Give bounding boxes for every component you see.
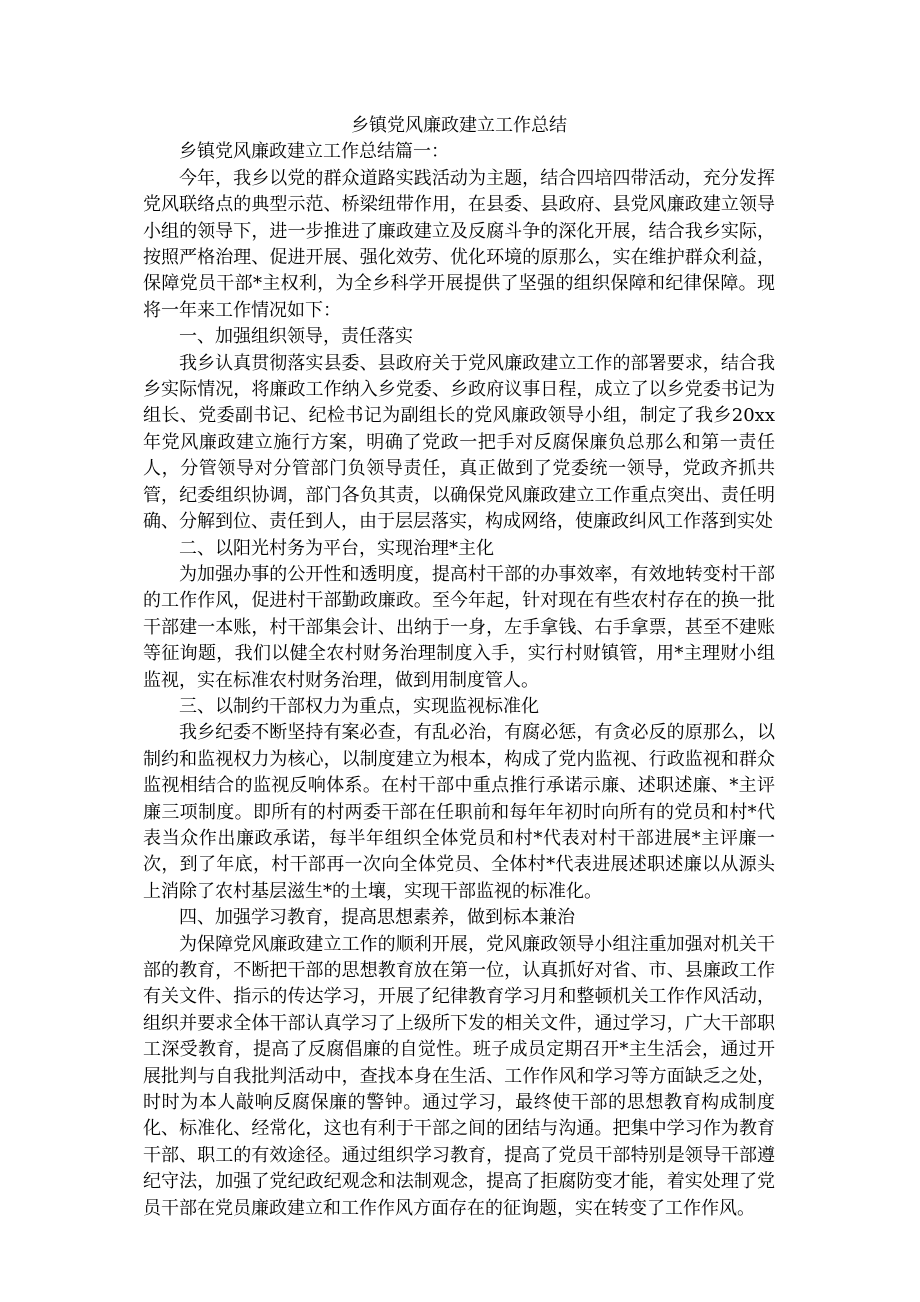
section-body-1: 我乡认真贯彻落实县委、县政府关于党风廉政建立工作的部署要求，结合我乡实际情况，将廉政工作纳入乡党委、乡政府议事日程，成立了以乡党委书记为组长、党委副书记、纪检书记为副组长的党风廉政领导小组，制定了我乡20xx年党风廉政建立施行方案，明确了党政一把手对反腐保廉负总那么和第一责任人，分管领导对分管部门负领导责任，真正做到了党委统一领导，党政齐抓共管，纪委组织协调，部门各负其责，以确保党风廉政建立工作重点突出、责任明确、分解到位、责任到人，由于层层落实，构成网络，使廉政纠风工作落到实处 — [143, 352, 775, 533]
section-heading-2: 二、以阳光村务为平台，实现治理*主化 — [179, 537, 494, 559]
section-body-3: 我乡纪委不断坚持有案必查，有乱必治，有腐必惩，有贪必反的原那么，以制约和监视权力为核心，以制度建立为根本，构成了党内监视、行政监视和群众监视相结合的监视反响体系。在村干部中重点推行承诺示廉、述职述廉、*主评廉三项制度。即所有的村两委干部在任职前和每年年初时向所有的党员和村*代表当众作出廉政承诺，每半年组织全体党员和村*代表对村干部进展*主评廉一次，到了年底，村干部再一次向全体党员、全体村*代表进展述职述廉以从源头上消除了农村基层滋生*的土壤，实现干部监视的标准化。 — [143, 722, 775, 902]
document-page — [143, 113, 775, 1222]
section-body-2: 为加强办事的公开性和透明度，提高村干部的办事效率，有效地转变村干部的工作作风，促进村干部勤政廉政。至今年起，针对现在有些农村存在的换一批干部建一本账，村干部集会计、出纳于一身，左手拿钱、右手拿票，甚至不建账等征询题，我们以健全农村财务治理制度入手，实行村财镇管，用*主理财小组监视，实在标准农村财务治理，做到用制度管人。 — [143, 563, 775, 691]
section-heading-1: 一、加强组织领导，责任落实 — [179, 326, 413, 348]
document-subtitle: 乡镇党风廉政建立工作总结篇一： — [179, 141, 449, 163]
section-heading-4: 四、加强学习教育，提高思想素养，做到标本兼治 — [179, 907, 575, 929]
section-heading-3: 三、以制约干部权力为重点，实现监视标准化 — [179, 695, 539, 717]
document-title: 乡镇党风廉政建立工作总结 — [351, 115, 567, 136]
intro-paragraph: 今年，我乡以党的群众道路实践活动为主题，结合四培四带活动，充分发挥党风联络点的典型示范、桥梁纽带作用，在县委、县政府、县党风廉政建立领导小组的领导下，进一步推进了廉政建立及反腐斗争的深化开展，结合我乡实际，按照严格治理、促进开展、强化效劳、优化环境的原那么，实在维护群众利益，保障党员干部*主权利，为全乡科学开展提供了坚强的组织保障和纪律保障。现将一年来工作情况如下： — [143, 167, 775, 321]
section-body-4: 为保障党风廉政建立工作的顺利开展，党风廉政领导小组注重加强对机关干部的教育，不断把干部的思想教育放在第一位，认真抓好对省、市、县廉政工作有关文件、指示的传达学习，开展了纪律教育学习月和整顿机关工作作风活动，组织并要求全体干部认真学习了上级所下发的相关文件，通过学习，广大干部职工深受教育，提高了反腐倡廉的自觉性。班子成员定期召开*主生活会，通过开展批判与自我批判活动中，查找本身在生活、工作作风和学习等方面缺乏之处，时时为本人敲响反腐保廉的警钟。通过学习，最终使干部的思想教育构成制度化、标准化、经常化，这也有利于干部之间的团结与沟通。把集中学习作为教育干部、职工的有效途径。通过组织学习教育，提高了党员干部特别是领导干部遵纪守法，加强了党纪政纪观念和法制观念，提高了拒腐防变才能，着实处理了党员干部在党员廉政建立和工作作风方面存在的征询题，实在转变了工作作风。 — [143, 933, 775, 1219]
